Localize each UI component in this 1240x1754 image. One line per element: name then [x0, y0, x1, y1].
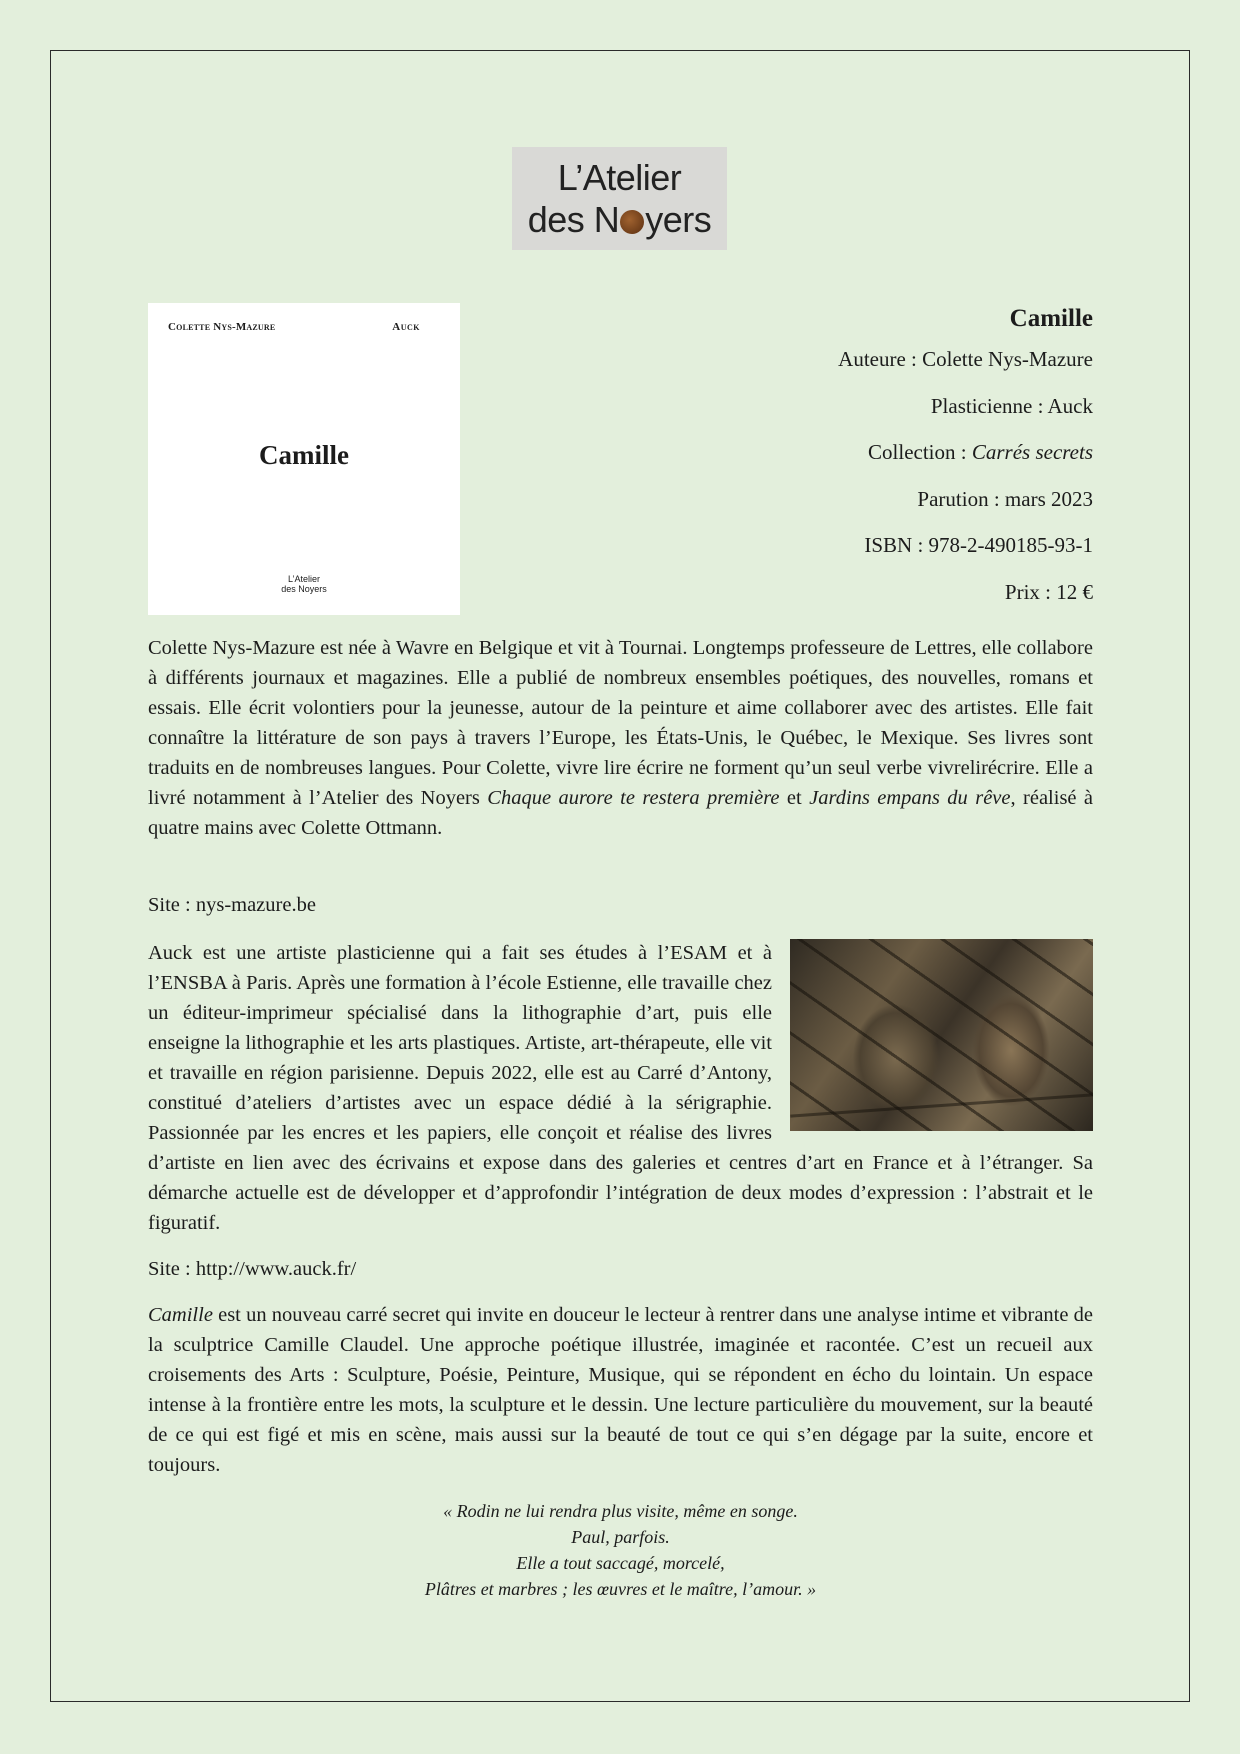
- author-site: Site : nys-mazure.be: [148, 894, 316, 916]
- meta-date: Parution : mars 2023: [917, 486, 1093, 511]
- logo-line-1: L’Atelier: [557, 156, 682, 198]
- cover-logo-line-1: L’Atelier: [287, 574, 321, 584]
- description-text: est un nouveau carré secret qui invite en douceur le lecteur à rentrer dans une analyse intime et vibrante de la sculptrice Camille Claudel. Une approche poétique illustrée, imaginée et racontée. C’est un recueil aux croisements des Arts : Sculpture, Poésie, Peinture, Musique, qui se répondent en écho du lointain. Un espace intense à la frontière entre les mots, la sculpture et le dessin. Une lecture particulière du mouvement, sur la beauté de ce qui est figé et mis en scène, mais aussi sur la beauté de tout ce qui s’en dégage par la suite, encore et toujours.: [148, 1304, 1093, 1476]
- description-title: Camille: [148, 1304, 213, 1326]
- author-bio-text-3: , réalisé à quatre mains avec Colette Ottmann.: [148, 787, 1094, 839]
- meta-author: Auteure : Colette Nys-Mazure: [838, 347, 1093, 371]
- artist-biography: [148, 938, 1093, 1238]
- walnut-icon: [620, 210, 644, 234]
- cover-title: Camille: [259, 440, 349, 470]
- cover-logo: [148, 575, 460, 595]
- artwork-image: [790, 939, 1093, 1131]
- meta-artist: Plasticienne : Auck: [930, 393, 1093, 418]
- meta-collection: [573, 440, 1093, 464]
- book-metadata: [573, 300, 1093, 604]
- quote-line: « Rodin ne lui rendra plus visite, même en songe.: [443, 1501, 798, 1521]
- artist-site: Site : http://www.auck.fr/: [148, 1258, 357, 1280]
- cover-logo-line-2: des Noyers: [281, 583, 327, 594]
- artist-bio-text: Auck est une artiste plasticienne qui a fait ses études à l’ESAM et à l’ENSBA à Paris. Après une formation à l’école Estienne, elle travaille chez un éditeur-imprimeur spécialisé dans la lithographie d’art, puis elle enseigne la lithographie et les arts plastiques. Artiste, art-thérapeute, elle vit et travaille en région parisienne. Depuis 2022, elle est au Carré d’Antony, constitué d’ateliers d’artistes avec un espace dédié à la sérigraphie. Passionnée par les encres et les papiers, elle conçoit et réalise des livres d’artiste en lien avec des écrivains et expose dans des galeries et centres d’art en France et à l’étranger. Sa démarche actuelle est de développer et d’approfondir l’intégration de deux modes d’expression : l’abstrait et le figuratif.: [148, 942, 1093, 1234]
- meta-isbn: ISBN : 978-2-490185-93-1: [864, 533, 1093, 557]
- author-bio-text-2: et: [779, 787, 810, 809]
- author-book-2: Jardins empans du rêve: [809, 787, 1011, 809]
- book-description: [148, 1300, 1093, 1480]
- author-biography: [148, 633, 1093, 843]
- poem-quote: [148, 1498, 1093, 1602]
- meta-collection-value: Carrés secrets: [971, 440, 1093, 464]
- quote-line: Paul, parfois.: [571, 1527, 670, 1547]
- logo-line-2: [527, 198, 712, 240]
- author-bio-text-1: Colette Nys-Mazure est née à Wavre en Belgique et vit à Tournai. Longtemps professeure de Lettres, elle collabore à différents journaux et magazines. Elle a publié de nombreux ensembles poétiques, des nouvelles, romans et essais. Elle écrit volontiers pour la jeunesse, autour de la peinture et aime collaborer avec des artistes. Elle fait connaître la littérature de son pays à travers l’Europe, les États-Unis, le Québec, le Mexique. Ses livres sont traduits en de nombreuses langues. Pour Colette, vivre lire écrire ne forment qu’un seul verbe vivrelirécrire. Elle a livré notamment à l’Atelier des Noyers: [148, 637, 1093, 809]
- quote-line: Elle a tout saccagé, morcelé,: [516, 1553, 725, 1573]
- author-book-1: Chaque aurore te restera première: [487, 787, 780, 809]
- publisher-logo: [512, 147, 727, 250]
- quote-line: Plâtres et marbres ; les œuvres et le maître, l’amour. »: [424, 1579, 817, 1599]
- meta-collection-label: Collection :: [868, 440, 972, 464]
- cover-artist: Auck: [392, 321, 420, 333]
- logo-line-2-end: yers: [645, 198, 712, 240]
- book-cover: [148, 303, 460, 615]
- cover-author: Colette Nys-Mazure: [168, 321, 276, 333]
- meta-price: Prix : 12 €: [1004, 579, 1093, 604]
- book-title: Camille: [1009, 305, 1093, 332]
- logo-line-2-start: des N: [527, 198, 620, 240]
